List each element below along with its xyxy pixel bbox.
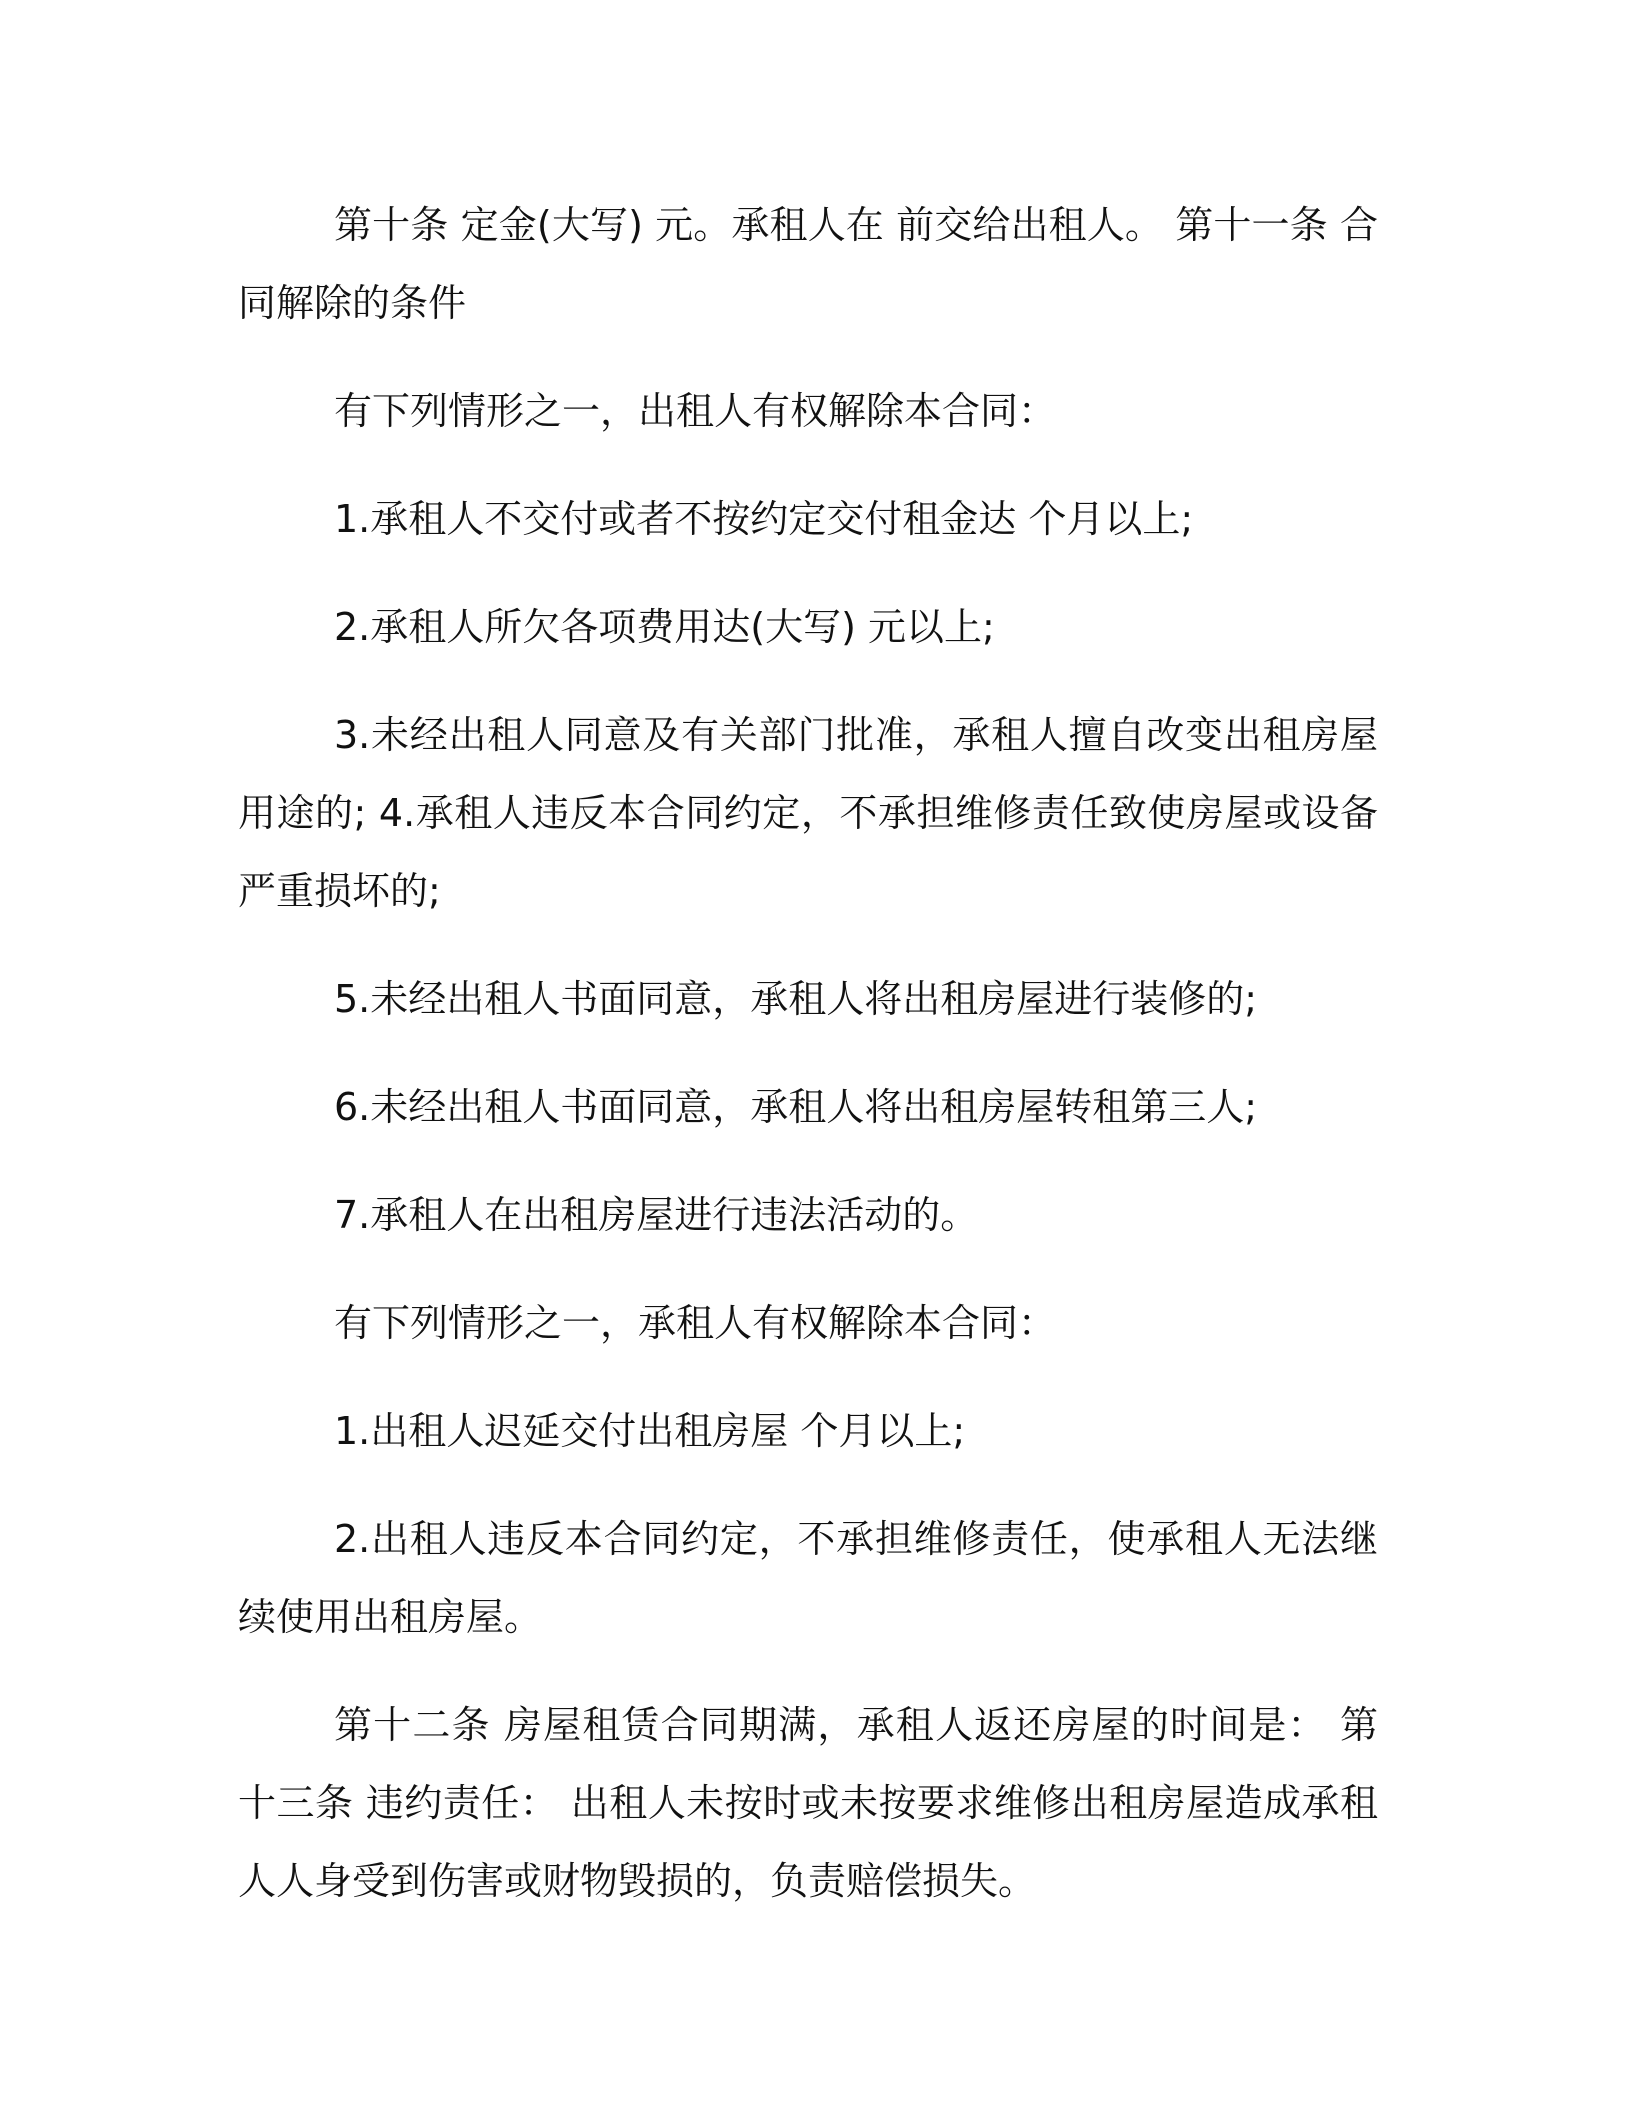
- list-item: 5.未经出租人书面同意，承租人将出租房屋进行装修的;: [334, 977, 1258, 1021]
- clause-12-13-paragraph: 第十二条 房屋租赁合同期满，承租人返还房屋的时间是： 第十三条 违约责任： 出租人未按时或未按要求维修出租房屋造成承租人人身受到伤害或财物毁损的，负责赔偿损失。: [238, 1703, 1378, 1903]
- list-item: 1.出租人迟延交付出租房屋 个月以上;: [334, 1409, 966, 1453]
- list-item: 6.未经出租人书面同意，承租人将出租房屋转租第三人;: [334, 1085, 1258, 1129]
- list-item: 3.未经出租人同意及有关部门批准，承租人擅自改变出租房屋用途的; 4.承租人违反本合同约定，不承担维修责任致使房屋或设备严重损坏的;: [238, 713, 1378, 913]
- document-body: [238, 186, 1378, 1950]
- lessee-termination-heading: 有下列情形之一，承租人有权解除本合同：: [334, 1301, 1057, 1345]
- lessor-termination-heading: 有下列情形之一，出租人有权解除本合同：: [334, 389, 1057, 433]
- list-item: 7.承租人在出租房屋进行违法活动的。: [334, 1193, 979, 1237]
- list-item: 2.承租人所欠各项费用达(大写) 元以上;: [334, 605, 995, 649]
- list-item: 1.承租人不交付或者不按约定交付租金达 个月以上;: [334, 497, 1194, 541]
- clause-10-paragraph: 第十条 定金(大写) 元。承租人在 前交给出租人。 第十一条 合同解除的条件: [238, 203, 1378, 325]
- list-item: 2.出租人违反本合同约定，不承担维修责任，使承租人无法继续使用出租房屋。: [238, 1517, 1378, 1639]
